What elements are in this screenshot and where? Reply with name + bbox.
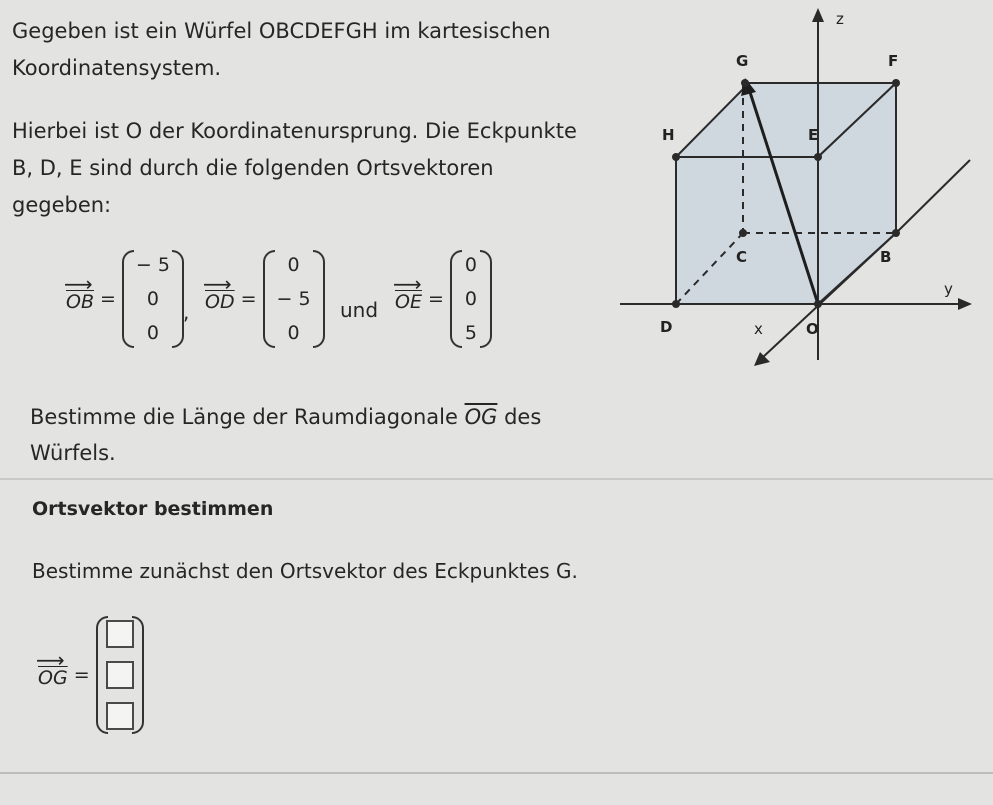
label-h: H xyxy=(662,126,675,144)
equals-sign: = xyxy=(427,288,444,310)
vector-ob-y: 0 xyxy=(146,288,159,310)
vector-od-x: 0 xyxy=(287,254,300,276)
label-b: B xyxy=(880,248,892,266)
vector-ob-matrix xyxy=(122,250,184,348)
description-line-1: Hierbei ist O der Koordinatenursprung. Die Eckpunkte xyxy=(12,119,577,143)
vector-ob xyxy=(66,250,184,348)
z-axis-arrow-icon xyxy=(812,8,824,22)
bottom-divider xyxy=(0,772,993,774)
description-line-3: gegeben: xyxy=(12,193,112,217)
equals-sign: = xyxy=(240,288,257,310)
intro-line-2: Koordinatensystem. xyxy=(12,56,222,80)
vector-od xyxy=(205,250,325,348)
intro-line-1: Gegeben ist ein Würfel OBCDEFGH im kartesischen xyxy=(12,19,551,43)
vector-od-z: 0 xyxy=(287,322,300,344)
vertex-b xyxy=(892,229,900,237)
comma-separator: , xyxy=(183,300,190,324)
answer-input-y[interactable] xyxy=(106,661,134,689)
vector-od-y: − 5 xyxy=(276,288,311,310)
vector-oe xyxy=(395,250,492,348)
label-g: G xyxy=(736,52,749,70)
vertex-d xyxy=(672,300,680,308)
label-f: F xyxy=(888,52,899,70)
und-word: und xyxy=(340,298,379,322)
answer-input-z[interactable] xyxy=(106,702,134,730)
vertex-g xyxy=(741,79,749,87)
y-axis-arrow-icon xyxy=(958,298,972,310)
divider xyxy=(0,478,993,480)
label-x: x xyxy=(754,320,763,338)
question-line-1 xyxy=(30,404,541,430)
vector-oe-z: 5 xyxy=(464,322,477,344)
label-d: D xyxy=(660,318,673,336)
x-axis-extension xyxy=(896,160,970,233)
vector-oe-y: 0 xyxy=(464,288,477,310)
vector-ob-x: − 5 xyxy=(135,254,170,276)
question-tail: des xyxy=(504,405,542,429)
step-title: Ortsvektor bestimmen xyxy=(32,498,274,520)
label-e: E xyxy=(808,126,819,144)
equals-sign: = xyxy=(73,664,90,686)
cube-diagram xyxy=(620,0,993,380)
vector-od-matrix xyxy=(263,250,325,348)
question-text: Bestimme die Länge der Raumdiagonale xyxy=(30,405,458,429)
vertex-h xyxy=(672,153,680,161)
question-line-2: Würfels. xyxy=(30,441,116,465)
vertex-e xyxy=(814,153,822,161)
answer-vector-name: ⟶ $\overline{OG}$ xyxy=(38,661,68,689)
vector-ob-name: ⟶ $\overline{OB}$ xyxy=(66,285,94,313)
vector-oe-name: ⟶ $\overline{OE}$ xyxy=(395,285,422,313)
label-c: C xyxy=(736,248,748,266)
label-y: y xyxy=(944,280,953,298)
equals-sign: = xyxy=(100,288,116,310)
vertex-o xyxy=(814,300,822,308)
description-line-2: B, D, E sind durch die folgenden Ortsvektoren xyxy=(12,156,494,180)
vector-od-name: ⟶ $\overline{OD}$ xyxy=(205,285,235,313)
label-o: O xyxy=(806,320,819,338)
label-z: z xyxy=(836,10,844,28)
step-instruction: Bestimme zunächst den Ortsvektor des Eckpunktes G. xyxy=(32,559,578,583)
vertex-f xyxy=(892,79,900,87)
vector-oe-matrix xyxy=(450,250,492,348)
vector-oe-x: 0 xyxy=(464,254,477,276)
answer-vector-matrix xyxy=(96,616,144,734)
answer-vector xyxy=(38,616,144,734)
answer-input-x[interactable] xyxy=(106,620,134,648)
diagonal-segment: $\overline{OG}$ xyxy=(464,405,498,429)
vertex-c xyxy=(739,229,747,237)
vector-ob-z: 0 xyxy=(146,322,159,344)
